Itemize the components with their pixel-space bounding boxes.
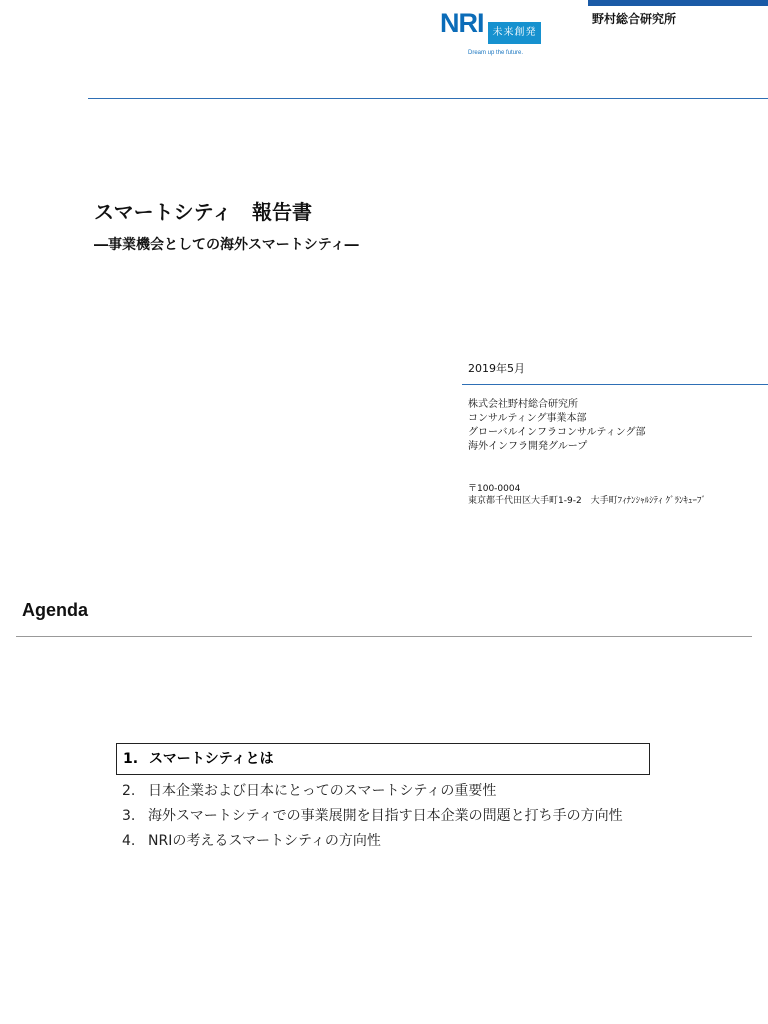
postal-code: 〒100-0004	[468, 484, 521, 494]
nri-logo: NRI	[440, 8, 484, 38]
company-name: 野村総合研究所	[592, 12, 677, 26]
report-title: スマートシティ 報告書	[94, 200, 312, 224]
organization-line: コンサルティング事業本部	[468, 413, 587, 424]
agenda-item-number: 4.	[122, 833, 136, 849]
organization-line: 株式会社野村総合研究所	[468, 399, 578, 410]
agenda-list	[116, 743, 716, 854]
agenda-item	[116, 829, 716, 854]
organization-line: 海外インフラ開発グループ	[468, 441, 588, 452]
agenda-item-current	[116, 743, 650, 775]
header-accent-bar	[588, 0, 768, 6]
address: 東京都千代田区大手町1-9-2 大手町ﾌｨﾅﾝｼｬﾙｼﾃｨ ｸﾞﾗﾝｷｭｰﾌﾞ	[468, 496, 707, 506]
date-divider	[462, 384, 768, 385]
organization-block	[468, 398, 646, 454]
agenda-divider	[16, 636, 752, 637]
agenda-item-number: 1.	[123, 751, 139, 767]
agenda-item	[116, 804, 716, 829]
organization-line: グローバルインフラコンサルティング部	[468, 427, 646, 438]
agenda-item-label: 海外スマートシティでの事業展開を目指す日本企業の問題と打ち手の方向性	[148, 808, 623, 824]
report-date: 2019年5月	[468, 362, 525, 375]
agenda-item	[116, 779, 716, 804]
agenda-item-number: 2.	[122, 783, 136, 799]
agenda-item-label: スマートシティとは	[149, 751, 274, 767]
header-divider	[88, 98, 768, 99]
agenda-item-number: 3.	[122, 808, 136, 824]
report-subtitle: ―事業機会としての海外スマートシティ―	[94, 237, 359, 253]
nri-logo-box: 未来創発	[488, 22, 541, 44]
agenda-item-label: 日本企業および日本にとってのスマートシティの重要性	[148, 783, 497, 799]
agenda-item-label: NRIの考えるスマートシティの方向性	[148, 833, 381, 849]
nri-logo-tagline: Dream up the future.	[468, 50, 524, 56]
agenda-title: Agenda	[22, 600, 89, 620]
